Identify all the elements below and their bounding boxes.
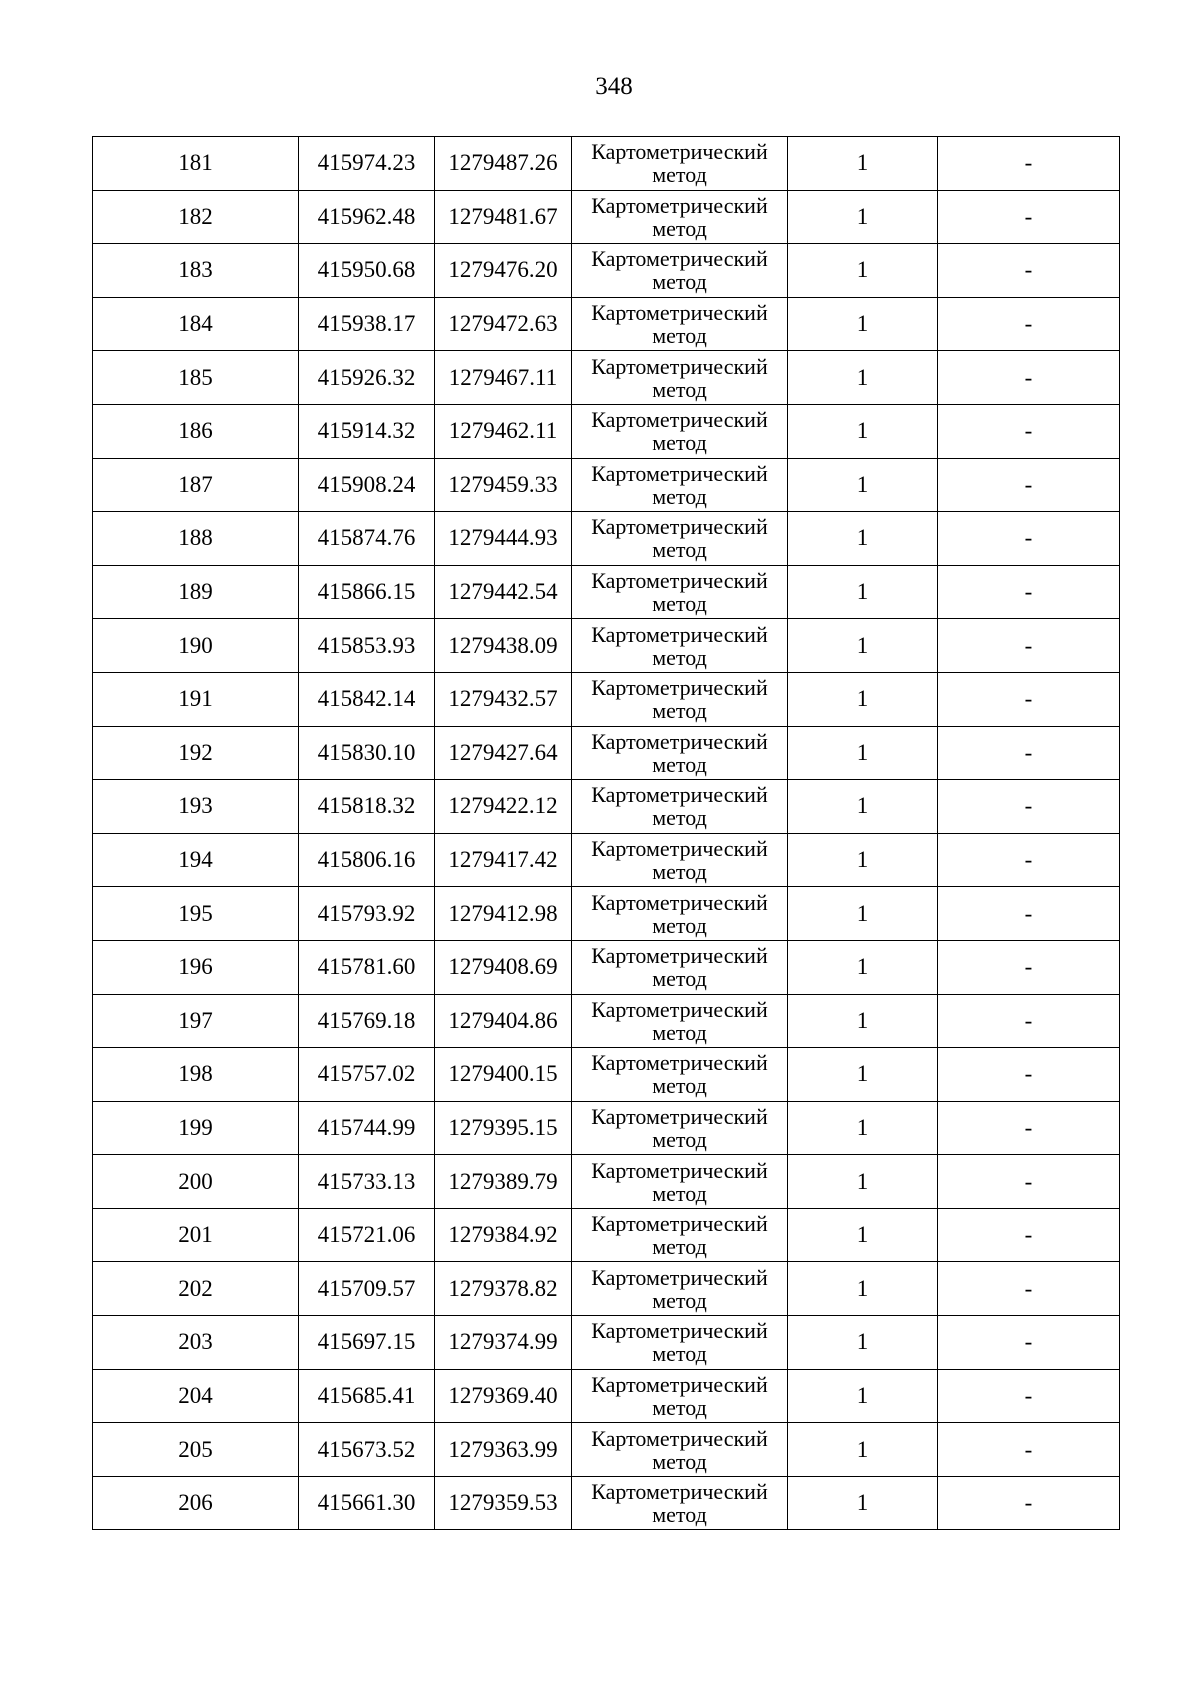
table-row: [93, 726, 1120, 780]
description-cell: -: [938, 1423, 1120, 1477]
table-row: [93, 1423, 1120, 1477]
x-coordinate-cell: 415733.13: [299, 1155, 435, 1209]
y-coordinate-cell: 1279363.99: [435, 1423, 572, 1477]
accuracy-cell: 1: [788, 672, 938, 726]
description-cell: -: [938, 351, 1120, 405]
point-number-cell: 199: [93, 1101, 299, 1155]
y-coordinate-cell: 1279395.15: [435, 1101, 572, 1155]
description-cell: -: [938, 994, 1120, 1048]
accuracy-cell: 1: [788, 1476, 938, 1530]
point-number-cell: 191: [93, 672, 299, 726]
method-line-2: метод: [652, 162, 707, 188]
method-line-1: Картометрический: [591, 943, 768, 969]
table-row: [93, 244, 1120, 298]
method-line-1: Картометрический: [591, 782, 768, 808]
method-line-2: метод: [652, 1126, 707, 1152]
x-coordinate-cell: 415914.32: [299, 404, 435, 458]
table-row: [93, 780, 1120, 834]
y-coordinate-cell: 1279459.33: [435, 458, 572, 512]
method-line-1: Картометрический: [591, 1103, 768, 1129]
table-row: [93, 1476, 1120, 1530]
accuracy-cell: 1: [788, 780, 938, 834]
method-line-1: Картометрический: [591, 192, 768, 218]
y-coordinate-cell: 1279432.57: [435, 672, 572, 726]
table-row: [93, 1262, 1120, 1316]
method-cell: [572, 1316, 788, 1370]
x-coordinate-cell: 415853.93: [299, 619, 435, 673]
description-cell: -: [938, 137, 1120, 191]
point-number-cell: 195: [93, 887, 299, 941]
point-number-cell: 198: [93, 1048, 299, 1102]
accuracy-cell: 1: [788, 565, 938, 619]
point-number-cell: 202: [93, 1262, 299, 1316]
description-cell: -: [938, 1262, 1120, 1316]
method-cell: [572, 1423, 788, 1477]
description-cell: -: [938, 190, 1120, 244]
method-line-2: метод: [652, 1448, 707, 1474]
method-line-1: Картометрический: [591, 889, 768, 915]
method-line-1: Картометрический: [591, 1479, 768, 1505]
point-number-cell: 201: [93, 1208, 299, 1262]
x-coordinate-cell: 415661.30: [299, 1476, 435, 1530]
accuracy-cell: 1: [788, 404, 938, 458]
method-line-2: метод: [652, 323, 707, 349]
accuracy-cell: 1: [788, 1101, 938, 1155]
description-cell: -: [938, 1155, 1120, 1209]
method-cell: [572, 1262, 788, 1316]
method-line-1: Картометрический: [591, 246, 768, 272]
method-cell: [572, 512, 788, 566]
page-number: 348: [595, 73, 633, 100]
method-line-1: Картометрический: [591, 1425, 768, 1451]
y-coordinate-cell: 1279481.67: [435, 190, 572, 244]
method-cell: [572, 780, 788, 834]
point-number-cell: 192: [93, 726, 299, 780]
description-cell: -: [938, 833, 1120, 887]
method-line-2: метод: [652, 1502, 707, 1528]
table-row: [93, 672, 1120, 726]
method-line-1: Картометрический: [591, 1211, 768, 1237]
method-cell: [572, 297, 788, 351]
table-row: [93, 1369, 1120, 1423]
method-line-1: Картометрический: [591, 1050, 768, 1076]
point-number-cell: 206: [93, 1476, 299, 1530]
method-cell: [572, 1476, 788, 1530]
point-number-cell: 184: [93, 297, 299, 351]
method-line-2: метод: [652, 1234, 707, 1260]
y-coordinate-cell: 1279467.11: [435, 351, 572, 405]
x-coordinate-cell: 415938.17: [299, 297, 435, 351]
y-coordinate-cell: 1279476.20: [435, 244, 572, 298]
accuracy-cell: 1: [788, 833, 938, 887]
method-cell: [572, 244, 788, 298]
x-coordinate-cell: 415769.18: [299, 994, 435, 1048]
x-coordinate-cell: 415709.57: [299, 1262, 435, 1316]
method-line-2: метод: [652, 859, 707, 885]
accuracy-cell: 1: [788, 190, 938, 244]
x-coordinate-cell: 415781.60: [299, 940, 435, 994]
method-line-1: Картометрический: [591, 996, 768, 1022]
y-coordinate-cell: 1279442.54: [435, 565, 572, 619]
description-cell: -: [938, 512, 1120, 566]
accuracy-cell: 1: [788, 1048, 938, 1102]
x-coordinate-cell: 415818.32: [299, 780, 435, 834]
description-cell: -: [938, 1048, 1120, 1102]
table-row: [93, 137, 1120, 191]
method-line-1: Картометрический: [591, 460, 768, 486]
method-line-2: метод: [652, 269, 707, 295]
method-line-2: метод: [652, 805, 707, 831]
method-cell: [572, 404, 788, 458]
accuracy-cell: 1: [788, 940, 938, 994]
description-cell: -: [938, 458, 1120, 512]
description-cell: -: [938, 887, 1120, 941]
x-coordinate-cell: 415685.41: [299, 1369, 435, 1423]
x-coordinate-cell: 415866.15: [299, 565, 435, 619]
point-number-cell: 193: [93, 780, 299, 834]
accuracy-cell: 1: [788, 351, 938, 405]
description-cell: -: [938, 940, 1120, 994]
point-number-cell: 189: [93, 565, 299, 619]
method-line-2: метод: [652, 1180, 707, 1206]
point-number-cell: 196: [93, 940, 299, 994]
x-coordinate-cell: 415842.14: [299, 672, 435, 726]
method-line-2: метод: [652, 215, 707, 241]
table-row: [93, 297, 1120, 351]
method-line-2: метод: [652, 1341, 707, 1367]
x-coordinate-cell: 415874.76: [299, 512, 435, 566]
y-coordinate-cell: 1279412.98: [435, 887, 572, 941]
method-line-2: метод: [652, 751, 707, 777]
y-coordinate-cell: 1279462.11: [435, 404, 572, 458]
x-coordinate-cell: 415757.02: [299, 1048, 435, 1102]
y-coordinate-cell: 1279444.93: [435, 512, 572, 566]
table-row: [93, 940, 1120, 994]
accuracy-cell: 1: [788, 1316, 938, 1370]
y-coordinate-cell: 1279374.99: [435, 1316, 572, 1370]
point-number-cell: 185: [93, 351, 299, 405]
method-cell: [572, 565, 788, 619]
x-coordinate-cell: 415806.16: [299, 833, 435, 887]
method-line-1: Картометрический: [591, 1157, 768, 1183]
y-coordinate-cell: 1279404.86: [435, 994, 572, 1048]
description-cell: -: [938, 672, 1120, 726]
method-line-2: метод: [652, 1287, 707, 1313]
table-row: [93, 404, 1120, 458]
coordinates-table: [92, 136, 1120, 1530]
x-coordinate-cell: 415950.68: [299, 244, 435, 298]
point-number-cell: 203: [93, 1316, 299, 1370]
y-coordinate-cell: 1279408.69: [435, 940, 572, 994]
method-line-2: метод: [652, 1073, 707, 1099]
method-line-1: Картометрический: [591, 407, 768, 433]
method-line-2: метод: [652, 430, 707, 456]
table-row: [93, 565, 1120, 619]
description-cell: -: [938, 1101, 1120, 1155]
y-coordinate-cell: 1279400.15: [435, 1048, 572, 1102]
x-coordinate-cell: 415830.10: [299, 726, 435, 780]
method-line-2: метод: [652, 912, 707, 938]
y-coordinate-cell: 1279389.79: [435, 1155, 572, 1209]
description-cell: -: [938, 1208, 1120, 1262]
y-coordinate-cell: 1279369.40: [435, 1369, 572, 1423]
x-coordinate-cell: 415962.48: [299, 190, 435, 244]
method-line-1: Картометрический: [591, 728, 768, 754]
method-line-2: метод: [652, 483, 707, 509]
x-coordinate-cell: 415908.24: [299, 458, 435, 512]
table-row: [93, 833, 1120, 887]
table-row: [93, 619, 1120, 673]
y-coordinate-cell: 1279417.42: [435, 833, 572, 887]
method-line-2: метод: [652, 591, 707, 617]
method-line-2: метод: [652, 376, 707, 402]
accuracy-cell: 1: [788, 297, 938, 351]
accuracy-cell: 1: [788, 1262, 938, 1316]
table-row: [93, 512, 1120, 566]
method-line-1: Картометрический: [591, 353, 768, 379]
method-cell: [572, 726, 788, 780]
method-line-1: Картометрический: [591, 1371, 768, 1397]
method-line-2: метод: [652, 1394, 707, 1420]
y-coordinate-cell: 1279422.12: [435, 780, 572, 834]
x-coordinate-cell: 415793.92: [299, 887, 435, 941]
table-row: [93, 994, 1120, 1048]
y-coordinate-cell: 1279359.53: [435, 1476, 572, 1530]
accuracy-cell: 1: [788, 244, 938, 298]
table-row: [93, 1155, 1120, 1209]
y-coordinate-cell: 1279487.26: [435, 137, 572, 191]
method-line-1: Картометрический: [591, 514, 768, 540]
x-coordinate-cell: 415744.99: [299, 1101, 435, 1155]
accuracy-cell: 1: [788, 1369, 938, 1423]
x-coordinate-cell: 415721.06: [299, 1208, 435, 1262]
method-line-1: Картометрический: [591, 675, 768, 701]
method-line-2: метод: [652, 537, 707, 563]
point-number-cell: 197: [93, 994, 299, 1048]
point-number-cell: 194: [93, 833, 299, 887]
table-row: [93, 351, 1120, 405]
method-cell: [572, 1048, 788, 1102]
point-number-cell: 181: [93, 137, 299, 191]
y-coordinate-cell: 1279427.64: [435, 726, 572, 780]
point-number-cell: 190: [93, 619, 299, 673]
description-cell: -: [938, 404, 1120, 458]
method-line-1: Картометрический: [591, 568, 768, 594]
method-cell: [572, 1155, 788, 1209]
y-coordinate-cell: 1279384.92: [435, 1208, 572, 1262]
description-cell: -: [938, 244, 1120, 298]
method-line-1: Картометрический: [591, 621, 768, 647]
accuracy-cell: 1: [788, 1423, 938, 1477]
method-cell: [572, 887, 788, 941]
method-cell: [572, 1101, 788, 1155]
table-row: [93, 190, 1120, 244]
method-cell: [572, 619, 788, 673]
table-row: [93, 458, 1120, 512]
method-line-1: Картометрический: [591, 300, 768, 326]
table-row: [93, 1316, 1120, 1370]
table-row: [93, 1208, 1120, 1262]
point-number-cell: 204: [93, 1369, 299, 1423]
accuracy-cell: 1: [788, 887, 938, 941]
accuracy-cell: 1: [788, 512, 938, 566]
table-row: [93, 1048, 1120, 1102]
point-number-cell: 205: [93, 1423, 299, 1477]
description-cell: -: [938, 1476, 1120, 1530]
method-line-2: метод: [652, 1019, 707, 1045]
method-cell: [572, 1208, 788, 1262]
accuracy-cell: 1: [788, 726, 938, 780]
method-line-2: метод: [652, 644, 707, 670]
point-number-cell: 182: [93, 190, 299, 244]
x-coordinate-cell: 415697.15: [299, 1316, 435, 1370]
table-row: [93, 887, 1120, 941]
accuracy-cell: 1: [788, 137, 938, 191]
y-coordinate-cell: 1279378.82: [435, 1262, 572, 1316]
method-line-1: Картометрический: [591, 139, 768, 165]
method-cell: [572, 137, 788, 191]
method-cell: [572, 1369, 788, 1423]
method-cell: [572, 833, 788, 887]
method-line-2: метод: [652, 698, 707, 724]
x-coordinate-cell: 415974.23: [299, 137, 435, 191]
x-coordinate-cell: 415926.32: [299, 351, 435, 405]
point-number-cell: 186: [93, 404, 299, 458]
point-number-cell: 200: [93, 1155, 299, 1209]
description-cell: -: [938, 565, 1120, 619]
method-cell: [572, 351, 788, 405]
description-cell: -: [938, 297, 1120, 351]
point-number-cell: 188: [93, 512, 299, 566]
method-line-1: Картометрический: [591, 1264, 768, 1290]
x-coordinate-cell: 415673.52: [299, 1423, 435, 1477]
accuracy-cell: 1: [788, 1208, 938, 1262]
method-cell: [572, 940, 788, 994]
method-cell: [572, 190, 788, 244]
accuracy-cell: 1: [788, 994, 938, 1048]
method-line-1: Картометрический: [591, 836, 768, 862]
method-cell: [572, 458, 788, 512]
y-coordinate-cell: 1279472.63: [435, 297, 572, 351]
description-cell: -: [938, 619, 1120, 673]
accuracy-cell: 1: [788, 619, 938, 673]
description-cell: -: [938, 726, 1120, 780]
table-row: [93, 1101, 1120, 1155]
method-line-2: метод: [652, 966, 707, 992]
description-cell: -: [938, 1316, 1120, 1370]
accuracy-cell: 1: [788, 1155, 938, 1209]
description-cell: -: [938, 780, 1120, 834]
coordinates-table-body: [93, 137, 1120, 1530]
description-cell: -: [938, 1369, 1120, 1423]
accuracy-cell: 1: [788, 458, 938, 512]
point-number-cell: 187: [93, 458, 299, 512]
method-cell: [572, 994, 788, 1048]
y-coordinate-cell: 1279438.09: [435, 619, 572, 673]
point-number-cell: 183: [93, 244, 299, 298]
method-cell: [572, 672, 788, 726]
method-line-1: Картометрический: [591, 1318, 768, 1344]
